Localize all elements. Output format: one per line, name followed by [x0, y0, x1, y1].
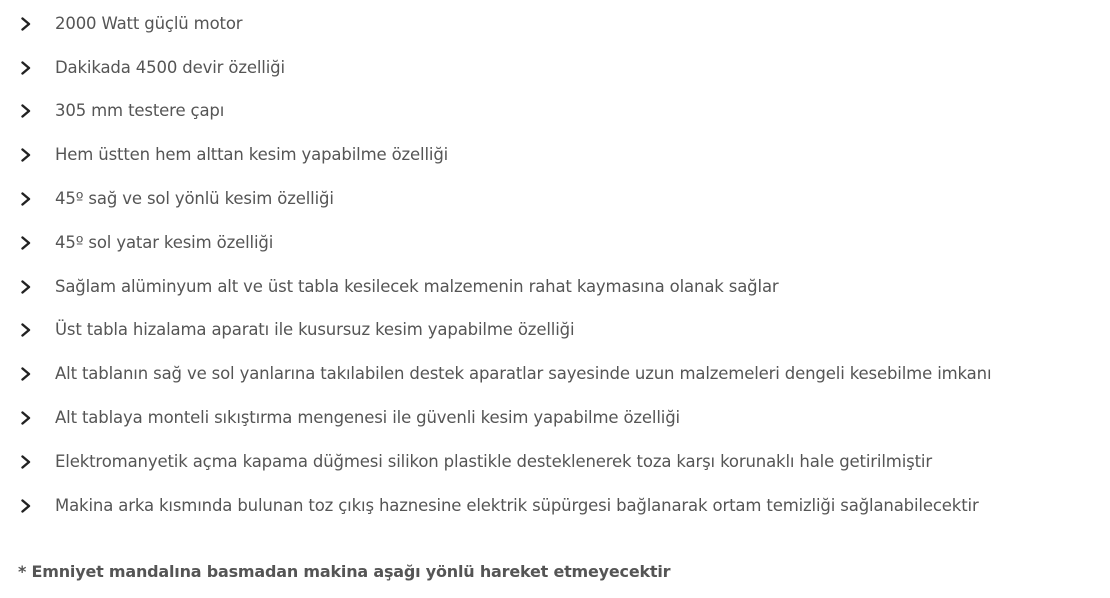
feature-list: [0, 2, 1110, 528]
list-item: [0, 440, 1110, 484]
list-item-text: Elektromanyetik açma kapama düğmesi silikon plastikle desteklenerek toza karşı korunaklı hale getirilmiştir: [55, 451, 932, 471]
list-item-text: Makina arka kısmında bulunan toz çıkış haznesine elektrik süpürgesi bağlanarak ortam temizliği sağlanabilecektir: [55, 495, 979, 515]
chevron-right-icon: [20, 323, 32, 337]
list-item: [0, 352, 1110, 396]
list-item: [0, 221, 1110, 265]
list-item-text: 305 mm testere çapı: [55, 101, 225, 121]
list-item-text: Hem üstten hem alttan kesim yapabilme özelliği: [55, 145, 449, 165]
list-item-text: Alt tablaya monteli sıkıştırma mengenesi ile güvenli kesim yapabilme özelliği: [55, 408, 680, 428]
chevron-right-icon: [20, 367, 32, 381]
list-item: [0, 177, 1110, 221]
list-item: [0, 133, 1110, 177]
chevron-right-icon: [20, 61, 32, 75]
list-item: [0, 46, 1110, 90]
chevron-right-icon: [20, 104, 32, 118]
list-item: [0, 484, 1110, 528]
list-item: [0, 265, 1110, 309]
list-item-text: 45º sol yatar kesim özelliği: [55, 232, 274, 252]
safety-note: * Emniyet mandalına basmadan makina aşağı yönlü hareket etmeyecektir: [18, 562, 671, 581]
list-item: [0, 396, 1110, 440]
list-item-text: Alt tablanın sağ ve sol yanlarına takılabilen destek aparatlar sayesinde uzun malzemeleri dengeli kesebilme imkanı: [55, 364, 992, 384]
chevron-right-icon: [20, 17, 32, 31]
chevron-right-icon: [20, 148, 32, 162]
list-item: [0, 309, 1110, 353]
list-item-text: 45º sağ ve sol yönlü kesim özelliği: [55, 189, 334, 209]
chevron-right-icon: [20, 236, 32, 250]
chevron-right-icon: [20, 411, 32, 425]
list-item-text: 2000 Watt güçlü motor: [55, 13, 243, 33]
list-item-text: Üst tabla hizalama aparatı ile kusursuz kesim yapabilme özelliği: [55, 320, 575, 340]
chevron-right-icon: [20, 455, 32, 469]
chevron-right-icon: [20, 280, 32, 294]
list-item-text: Sağlam alüminyum alt ve üst tabla kesilecek malzemenin rahat kaymasına olanak sağlar: [55, 276, 779, 296]
list-item-text: Dakikada 4500 devir özelliği: [55, 57, 285, 77]
chevron-right-icon: [20, 192, 32, 206]
chevron-right-icon: [20, 499, 32, 513]
list-item: [0, 90, 1110, 134]
list-item: [0, 2, 1110, 46]
